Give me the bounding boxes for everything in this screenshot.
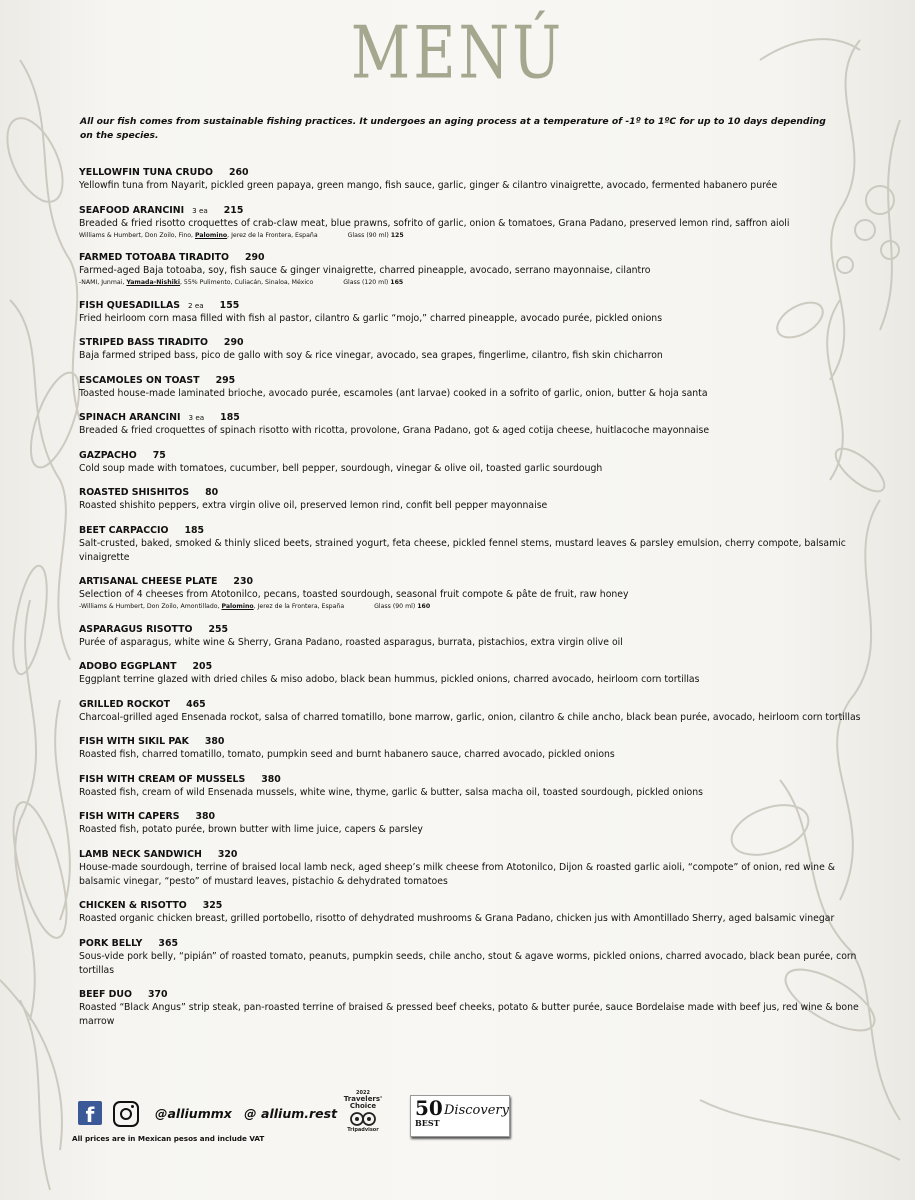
menu-item <box>79 899 879 926</box>
wine-glass-size: Glass (120 ml) <box>343 279 389 286</box>
menu-item <box>79 374 879 401</box>
menu-item-description: Charcoal-grilled aged Ensenada rockot, salsa of charred tomatillo, bone marrow, garlic, onion, cilantro & chile ancho, black bean purée, avocado, heirloom corn tortillas <box>79 711 861 723</box>
menu-item-header <box>79 449 879 462</box>
menu-item-price: 185 <box>184 524 205 536</box>
50-best-discovery-badge <box>410 1095 510 1137</box>
menu-item-header <box>79 524 879 537</box>
menu-item-name: SEAFOOD ARANCINI <box>79 204 185 216</box>
menu-item-header <box>79 166 879 179</box>
wine-glass-size: Glass (90 ml) <box>347 231 389 239</box>
instagram-icon[interactable] <box>113 1101 139 1127</box>
best-number: 50 <box>415 1096 443 1120</box>
menu-item-description: Purée of asparagus, white wine & Sherry, Grana Padano, roasted asparagus, burrata, pistachios, extra virgin olive oil <box>79 636 623 648</box>
menu-item-header <box>79 575 879 588</box>
wine-glass-price: 165 <box>390 279 404 286</box>
menu-item-name: YELLOWFIN TUNA CRUDO <box>79 167 213 178</box>
menu-item <box>79 449 879 476</box>
menu-item <box>79 336 879 363</box>
menu-item-name: FISH WITH CREAM OF MUSSELS <box>79 773 246 785</box>
menu-item-name: BEEF DUO <box>79 989 132 1000</box>
menu-item-price: 320 <box>217 848 238 860</box>
menu-item-name: ESCAMOLES ON TOAST <box>79 374 200 386</box>
wine-pairing <box>79 278 879 288</box>
menu-item-header <box>79 937 879 950</box>
menu-item-header <box>79 848 879 861</box>
menu-item-price: 255 <box>208 623 229 635</box>
menu-item-name: FARMED TOTOABA TIRADITO <box>79 252 229 263</box>
menu-item-price: 325 <box>202 900 223 911</box>
menu-item-description: Sous-vide pork belly, “pipián” of roasted tomato, peanuts, pumpkin seeds, chile ancho, stout & agave worms, pickled onions, charred avocado, black bean purée, corn tortillas <box>79 950 857 976</box>
prices-note: All prices are in Mexican pesos and include VAT <box>72 1134 265 1143</box>
menu-item <box>79 575 879 612</box>
menu-item-description: Baja farmed striped bass, pico de gallo with soy & rice vinegar, avocado, sea grapes, fingerlime, cilantro, fish skin chicharron <box>79 350 663 361</box>
menu-item-price: 230 <box>233 576 253 587</box>
footer <box>70 1090 850 1158</box>
menu-item-name: ROASTED SHISHITOS <box>79 487 190 498</box>
menu-item-description: Selection of 4 cheeses from Atotonilco, pecans, toasted sourdough, seasonal fruit compote & pâte de fruit, raw honey <box>79 589 629 600</box>
menu-item <box>79 411 879 438</box>
menu-item-header <box>79 810 879 823</box>
tripadvisor-owl-icon <box>350 1111 376 1127</box>
menu-item-description: House-made sourdough, terrine of braised local lamb neck, aged sheep’s milk cheese from Atotonilco, Dijon & roasted garlic aioli, “compote” of onion, red wine & balsamic vinegar, “pesto” of mustard leaves, pistachio & dehydrated tomatoes <box>79 861 835 887</box>
menu-item <box>79 848 879 889</box>
page-title: MENÚ <box>350 10 565 95</box>
menu-item-price: 290 <box>223 337 244 348</box>
social-handles <box>155 1106 345 1121</box>
instagram-handle[interactable]: @alliummx <box>155 1106 232 1121</box>
menu-item-header <box>79 773 879 786</box>
wine-pairing-origin: , Jerez de la Frontera, España <box>227 231 318 239</box>
menu-item-price: 295 <box>215 374 236 386</box>
menu-item-description: Yellowfin tuna from Nayarit, pickled green papaya, green mango, fish sauce, garlic, ginger & cilantro vinaigrette, avocado, fermented habanero purée <box>79 180 778 191</box>
menu-item-quantity: 3 ea <box>188 413 205 422</box>
wine-glass-price: 125 <box>390 231 404 239</box>
menu-item-price: 370 <box>148 989 168 1000</box>
wine-pairing <box>79 231 879 241</box>
tc-brand: Tripadvisor <box>347 1127 379 1133</box>
menu-item-name: ADOBO EGGPLANT <box>79 661 177 672</box>
menu-item <box>79 166 879 193</box>
best-discovery: Discovery <box>444 1103 509 1118</box>
menu-item <box>79 251 879 288</box>
menu-item-name: FISH QUESADILLAS <box>79 299 180 311</box>
intro-note: All our fish comes from sustainable fishing practices. It undergoes an aging process at a temperature of -1º to 1ºC for up to 10 days depending on the species. <box>80 116 826 141</box>
menu-item <box>79 810 879 837</box>
menu-item <box>79 524 879 565</box>
menu-item-description: Roasted shishito peppers, extra virgin olive oil, preserved lemon rind, confit bell pepper mayonnaise <box>79 500 548 511</box>
tc-line1: Travelers' <box>343 1095 383 1103</box>
menu-item-name: GAZPACHO <box>79 449 137 461</box>
menu-item-header <box>79 988 879 1001</box>
wine-pairing-grape: Palomino <box>195 231 228 239</box>
travelers-choice-badge <box>338 1090 388 1142</box>
wine-pairing-text: Williams & Humbert, Don Zoilo, Fino, <box>79 231 195 239</box>
menu-item-price: 75 <box>152 449 166 461</box>
wine-glass-size: Glass (90 ml) <box>374 603 416 610</box>
menu-item <box>79 660 879 687</box>
menu-item-price: 380 <box>195 811 216 822</box>
menu-item-description: Breaded & fried croquettes of spinach risotto with ricotta, provolone, Grana Padano, got & aged cotija cheese, huitlacoche mayonnaise <box>79 425 710 436</box>
menu-item-header <box>79 899 879 912</box>
menu-item-quantity: 2 ea <box>187 300 204 310</box>
menu-item-price: 215 <box>223 204 244 216</box>
tc-line2: Choice <box>349 1102 377 1110</box>
menu-item-description: Farmed-aged Baja totoaba, soy, fish sauce & ginger vinaigrette, charred pineapple, avocado, serrano mayonnaise, cilantro <box>79 265 651 276</box>
menu-item-name: ASPARAGUS RISOTTO <box>79 623 193 635</box>
menu-item <box>79 773 879 800</box>
menu-item-name: ARTISANAL CHEESE PLATE <box>79 576 218 587</box>
menu-item-header <box>79 251 879 264</box>
menu-item-description: Toasted house-made laminated brioche, avocado purée, escamoles (ant larvae) cooked in a sofrito of garlic, onion, butter & hoja santa <box>79 387 708 399</box>
menu-item-description: Roasted “Black Angus” strip steak, pan-roasted terrine of braised & pressed beef cheeks, potato & butter purée, sauce Bordelaise made with beef jus, red wine & bone marrow <box>79 1002 859 1027</box>
menu-item-name: CHICKEN & RISOTTO <box>79 900 187 911</box>
menu-item-name: SPINACH ARANCINI <box>79 412 181 423</box>
menu-item-name: GRILLED ROCKOT <box>79 698 171 710</box>
wine-pairing-text: -Williams & Humbert, Don Zoilo, Amontillado, <box>79 603 222 610</box>
menu-item-name: PORK BELLY <box>79 937 143 949</box>
menu-item-name: FISH WITH CAPERS <box>79 811 180 822</box>
menu-item <box>79 937 879 978</box>
menu-item-description: Roasted fish, charred tomatillo, tomato, pumpkin seed and burnt habanero sauce, charred avocado, pickled onions <box>79 749 615 760</box>
menu-item <box>79 988 879 1029</box>
menu-item-price: 260 <box>228 167 249 178</box>
menu-item-header <box>79 735 879 748</box>
menu-item-header <box>79 486 879 499</box>
menu-item <box>79 486 879 513</box>
menu-item-header <box>79 411 879 424</box>
menu-item-description: Eggplant terrine glazed with dried chiles & miso adobo, black bean hummus, pickled onions, charred avocado, heirloom corn tortillas <box>79 674 700 685</box>
menu-item-header <box>79 336 879 349</box>
menu-item <box>79 698 879 725</box>
menu-item <box>79 623 879 650</box>
menu-item-header <box>79 660 879 673</box>
menu-item-name: STRIPED BASS TIRADITO <box>79 337 208 348</box>
tc-year: 2022 <box>356 1090 370 1096</box>
menu-item-price: 185 <box>220 412 240 423</box>
wine-pairing-grape: Yamada-Nishiki <box>126 279 180 286</box>
menu-item <box>79 299 879 326</box>
menu-item-price: 80 <box>205 487 219 498</box>
menu-item-price: 155 <box>219 299 240 311</box>
menu-item <box>79 204 879 241</box>
menu-item-price: 205 <box>192 661 213 672</box>
wine-glass-price: 160 <box>417 603 431 610</box>
menu-item-description: Roasted fish, cream of wild Ensenada mussels, white wine, thyme, garlic & butter, salsa macha oil, toasted sourdough, pickled onions <box>79 786 703 798</box>
menu-item-name: LAMB NECK SANDWICH <box>79 848 202 860</box>
menu-item-description: Cold soup made with tomatoes, cucumber, bell pepper, sourdough, vinegar & olive oil, toasted garlic sourdough <box>79 462 603 474</box>
menu-item-header <box>79 698 879 711</box>
menu-item-price: 380 <box>204 736 225 747</box>
menu-item-description: Breaded & fried risotto croquettes of crab-claw meat, blue prawns, sofrito of garlic, onion & tomatoes, Grana Padano, preserved lemon rind, saffron aioli <box>79 217 790 229</box>
menu-item <box>79 735 879 762</box>
menu-item-name: FISH WITH SIKIL PAK <box>79 736 189 747</box>
wine-pairing <box>79 602 879 612</box>
menu-item-price: 380 <box>261 773 281 785</box>
menu-item-description: Salt-crusted, baked, smoked & thinly sliced beets, strained yogurt, feta cheese, pickled fennel stems, mustard leaves & parsley emulsion, cherry compote, balsamic vinaigrette <box>79 537 846 563</box>
menu-items <box>79 166 879 1040</box>
facebook-icon[interactable]: f <box>78 1101 102 1125</box>
wine-pairing-grape: Palomino <box>221 603 254 610</box>
menu-item-name: BEET CARPACCIO <box>79 524 169 536</box>
wine-pairing-origin: , Jerez de la Frontera, España <box>253 603 345 610</box>
menu-item-description: Fried heirloom corn masa filled with fish al pastor, cilantro & garlic “mojo,” charred pineapple, avocado purée, pickled onions <box>79 312 663 324</box>
website-handle[interactable]: @ allium.rest <box>244 1106 338 1121</box>
wine-pairing-text: -NAMI, Junmai, <box>79 279 127 286</box>
menu-item-header <box>79 374 879 387</box>
menu-item-header <box>79 623 879 636</box>
menu-item-description: Roasted organic chicken breast, grilled portobello, risotto of dehydrated mushrooms & Grana Padano, chicken jus with Amontillado Sherry, aged balsamic vinegar <box>79 913 835 924</box>
menu-item-header <box>79 204 879 217</box>
menu-item-price: 365 <box>158 937 178 949</box>
menu-item-header <box>79 299 879 312</box>
best-word: BEST <box>415 1118 440 1128</box>
menu-item-description: Roasted fish, potato purée, brown butter with lime juice, capers & parsley <box>79 824 423 835</box>
menu-item-quantity: 3 ea <box>192 205 208 215</box>
wine-pairing-origin: , 55% Pulimento, Culiacán, Sinaloa, México <box>179 279 314 286</box>
menu-item-price: 465 <box>186 698 206 710</box>
menu-item-price: 290 <box>244 252 265 263</box>
